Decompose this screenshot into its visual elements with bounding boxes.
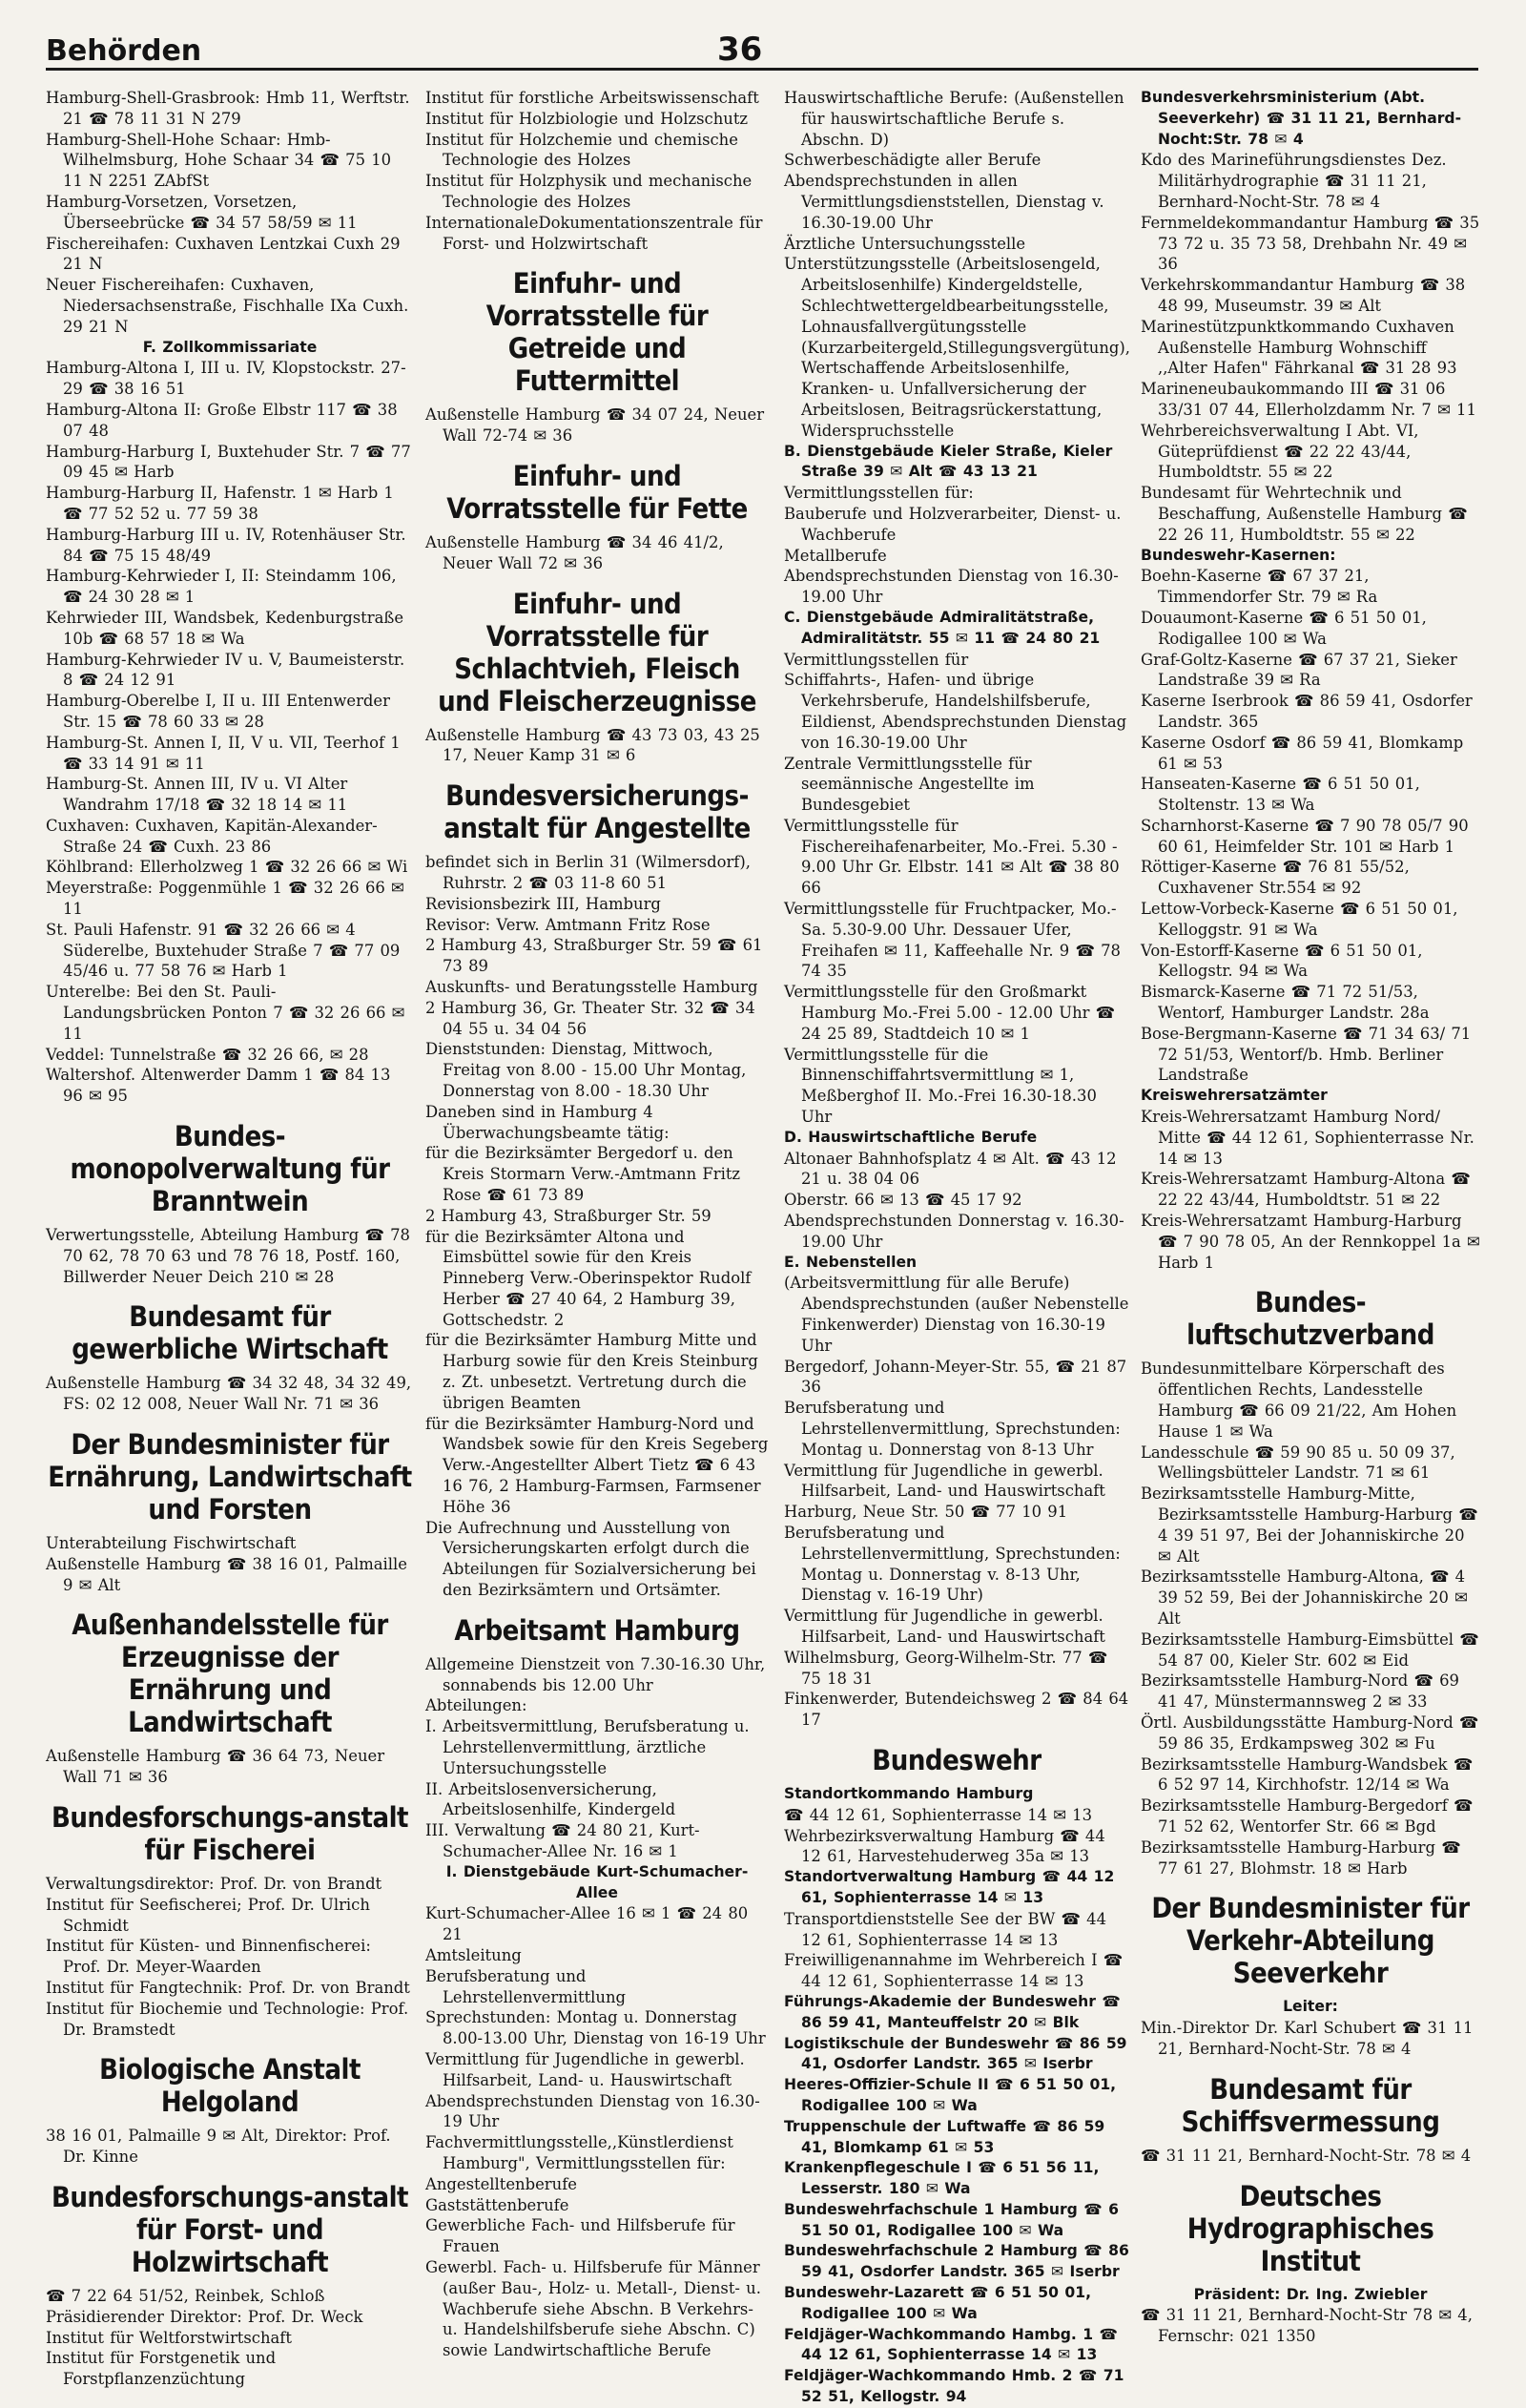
directory-entry: Bezirksamtsstelle Hamburg-Altona, ☎ 4 39 52 59, Bei der Johanniskirche 20 ✉ Alt <box>1141 1567 1468 1628</box>
directory-entry: Freiwilligenannahme im Wehrbereich I ☎ 44 12 61, Sophienterrasse 14 ✉ 13 <box>784 1951 1124 1991</box>
directory-entry: Gewerbl. Fach- u. Hilfsberufe für Männer (außer Bau-, Holz- u. Metall-, Dienst- u. Wachberufe siehe Abschn. B Verkehrs- u. Handelshilfsberufe siehe Abschn. C) sowie Landwirtschaftliche Berufe <box>425 2257 761 2360</box>
directory-entry: Bose-Bergmann-Kaserne ☎ 71 34 63/ 71 72 51/53, Wentorf/b. Hmb. Berliner Landstraße <box>1141 1024 1472 1085</box>
directory-entry: Kreis-Wehrersatzamt Hamburg Nord/ Mitte ☎ 44 12 61, Sophienterrasse Nr. 14 ✉ 13 <box>1141 1108 1474 1168</box>
directory-entry-title: Krankenpflegeschule I ☎ 6 51 56 11, Lesserstr. 180 ✉ Wa <box>784 2159 1100 2198</box>
directory-entry: Wehrbezirksverwaltung Hamburg ☎ 44 12 61, Harvestehuderweg 35a ✉ 13 <box>784 1826 1105 1866</box>
directory-entry: Bundesamt für Wehrtechnik und Beschaffung, Außenstelle Hamburg ☎ 22 26 11, Humboldtstr. 55 ✉ 22 <box>1141 484 1468 544</box>
directory-entry: Fischereihafen: Cuxhaven Lentzkai Cuxh 29 21 N <box>46 234 401 274</box>
directory-entry: Kdo des Marineführungsdienstes Dez. Militärhydrographie ☎ 31 11 21, Bernhard-Nocht-Str. 78 ✉ 4 <box>1141 151 1447 211</box>
directory-entry: Graf-Goltz-Kaserne ☎ 67 37 21, Sieker Landstraße 39 ✉ Ra <box>1141 650 1457 690</box>
directory-entry: ☎ 31 11 21, Bernhard-Nocht-Str 78 ✉ 4, Fernschr: 021 1350 <box>1141 2306 1473 2346</box>
directory-entry: ☎ 31 11 21, Bernhard-Nocht-Str. 78 ✉ 4 <box>1141 2146 1472 2165</box>
directory-entry: Kaserne Osdorf ☎ 86 59 41, Blomkamp 61 ✉ 53 <box>1141 733 1464 773</box>
directory-entry: befindet sich in Berlin 31 (Wilmersdorf), Ruhrstr. 2 ☎ 03 11-8 60 51 <box>425 853 751 892</box>
directory-entry-title: Bundesverkehrsministerium (Abt. Seeverkehr) ☎ 31 11 21, Bernhard-Nocht:Str. 78 ✉ 4 <box>1141 89 1462 148</box>
directory-entry: Vermittlungsstellen für <box>784 650 969 669</box>
directory-entry-title: Standortkommando Hamburg <box>784 1784 1034 1802</box>
directory-entry: Lettow-Vorbeck-Kaserne ☎ 6 51 50 01, Kelloggstr. 91 ✉ Wa <box>1141 900 1458 939</box>
directory-entry: InternationaleDokumentationszentrale für Forst- und Holzwirtschaft <box>425 213 763 253</box>
directory-entry: Douaumont-Kaserne ☎ 6 51 50 01, Rodigallee 100 ✉ Wa <box>1141 608 1427 648</box>
directory-entry-title: Logistikschule der Bundeswehr ☎ 86 59 41, Osdorfer Landstr. 365 ✉ Iserbr <box>784 2034 1127 2073</box>
directory-entry: Daneben sind in Hamburg 4 Überwachungsbeamte tätig: <box>425 1102 670 1142</box>
section-heading: Einfuhr- und Vorratsstelle für Fette <box>446 459 748 525</box>
directory-entry: Bezirksamtsstelle Hamburg-Harburg ☎ 77 61 27, Blohmstr. 18 ✉ Harb <box>1141 1837 1461 1878</box>
directory-entry: Harburg, Neue Str. 50 ☎ 77 10 91 <box>784 1503 1068 1522</box>
directory-entry: Oberstr. 66 ✉ 13 ☎ 45 17 92 <box>784 1191 1022 1210</box>
section-heading: Bundes-luftschutzverband <box>1186 1286 1434 1352</box>
directory-entry: Berufsberatung und Lehrstellenvermittlung <box>425 1966 627 2006</box>
directory-entry: für die Bezirksämter Hamburg Mitte und Harburg sowie für den Kreis Steinburg z. Zt. unbesetzt. Vertretung durch die übrigen Beamten <box>425 1331 758 1412</box>
subheading: F. Zollkommissariate <box>142 338 318 356</box>
directory-entry: Marinestützpunktkommando Cuxhaven Außenstelle Hamburg Wohnschiff ,,Alter Hafen" Fährkanal ☎ 31 28 93 <box>1141 317 1457 378</box>
directory-entry-title: Bundeswehrfachschule 2 Hamburg ☎ 86 59 41, Osdorfer Landstr. 365 ✉ Iserbr <box>784 2242 1129 2281</box>
section-heading: Bundesamt für gewerbliche Wirtschaft <box>72 1300 388 1366</box>
directory-entry: Veddel: Tunnelstraße ☎ 32 26 66, ✉ 28 <box>46 1045 369 1064</box>
directory-entry: Cuxhaven: Cuxhaven, Kapitän-Alexander-Straße 24 ☎ Cuxh. 23 86 <box>46 816 378 856</box>
directory-entry: Fachvermittlungsstelle,,Künstlerdienst Hamburg", Vermittlungsstellen für: <box>425 2133 733 2172</box>
subheading: Leiter: <box>1283 1998 1338 2016</box>
directory-entry: Institut für Biochemie und Technologie: Prof. Dr. Bramstedt <box>46 1999 409 2039</box>
directory-entry: Hamburg-Shell-Hohe Schaar: Hmb-Wilhelmsburg, Hohe Schaar 34 ☎ 75 10 11 N 2251 ZAbfSt <box>46 130 392 191</box>
directory-entry: Institut für Holzchemie und chemische Technologie des Holzes <box>425 130 738 170</box>
directory-entry: Außenstelle Hamburg ☎ 43 73 03, 43 25 17, Neuer Kamp 31 ✉ 6 <box>425 725 760 765</box>
directory-entry: Wehrbereichsverwaltung I Abt. VI, Güteprüfdienst ☎ 22 22 43/44, Humboldtstr. 55 ✉ 22 <box>1141 421 1419 482</box>
directory-entry: Allgemeine Dienstzeit von 7.30-16.30 Uhr, sonnabends bis 12.00 Uhr <box>425 1654 766 1694</box>
directory-entry: Vermittlungsstelle für die Binnenschiffahrtsvermittlung ✉ 1, Meßberghof II. Mo.-Frei 16.30-18.30 Uhr <box>784 1045 1097 1127</box>
subheading: Präsident: Dr. Ing. Zwiebler <box>1193 2285 1428 2303</box>
directory-entry-title: Bundeswehr-Kasernen: <box>1141 546 1336 564</box>
section-title: Behörden <box>46 34 202 68</box>
directory-entry: Unterstützungsstelle (Arbeitslosengeld, Arbeitslosenhilfe) Kindergeldstelle, Schlechtwettergeldbearbeitungsstelle, Lohnausfallvergütungsstelle (Kurzarbeitergeld,Stillegungsvergütung), Wertschaffende Arbeitslosenhilfe, Kranken- u. Unfallversicherung der Arbeitslosen, Beitragsrückerstattung, Widerspruchsstelle <box>784 255 1130 440</box>
directory-entry: Hamburg-Oberelbe I, II u. III Entenwerder Str. 15 ☎ 78 60 33 ✉ 28 <box>46 692 390 731</box>
directory-entry: Wilhelmsburg, Georg-Wilhelm-Str. 77 ☎ 75 18 31 <box>784 1648 1108 1688</box>
directory-entry: Institut für Weltforstwirtschaft <box>46 2328 292 2347</box>
directory-entry: ☎ 7 22 64 51/52, Reinbek, Schloß <box>46 2286 325 2305</box>
directory-entry: Ärztliche Untersuchungsstelle <box>784 234 1026 253</box>
directory-entry-title: D. Hauswirtschaftliche Berufe <box>784 1128 1038 1146</box>
page-header <box>46 21 1478 71</box>
directory-entry: Vermittlung für Jugendliche in gewerbl. Hilfsarbeit, Land- und Hauswirtschaft <box>784 1607 1105 1646</box>
directory-entry: Gewerbliche Fach- und Hilfsberufe für Frauen <box>425 2216 735 2256</box>
directory-entry: Schwerbeschädigte aller Berufe <box>784 151 1041 170</box>
directory-entry: Unterabteilung Fischwirtschaft <box>46 1534 297 1553</box>
directory-entry-title: Bundeswehr-Lazarett ☎ 6 51 50 01, Rodigallee 100 ✉ Wa <box>784 2284 1092 2322</box>
directory-entry: Außenstelle Hamburg ☎ 34 46 41/2, Neuer Wall 72 ✉ 36 <box>425 532 724 572</box>
directory-entry: Bezirksamtsstelle Hamburg-Mitte, Bezirksamtsstelle Hamburg-Harburg ☎ 4 39 51 97, Bei der Johanniskirche 20 ✉ Alt <box>1141 1484 1478 1566</box>
directory-entry: Außenstelle Hamburg ☎ 38 16 01, Palmaille 9 ✉ Alt <box>46 1554 407 1594</box>
directory-entry: 38 16 01, Palmaille 9 ✉ Alt, Direktor: Prof. Dr. Kinne <box>46 2127 391 2167</box>
directory-entry-title: Feldjäger-Wachkommando Hmb. 2 ☎ 71 52 51, Kellogstr. 94 <box>784 2367 1124 2406</box>
directory-entry: Altonaer Bahnhofsplatz 4 ✉ Alt. ☎ 43 12 21 u. 38 04 06 <box>784 1149 1117 1189</box>
directory-entry: Kreis-Wehrersatzamt Hamburg-Harburg ☎ 7 90 78 05, An der Rennkoppel 1a ✉ Harb 1 <box>1141 1212 1480 1272</box>
section-heading: Bundesforschungs-anstalt für Fischerei <box>51 1801 409 1867</box>
section-heading: Bundesforschungs-anstalt für Forst- und Holzwirtschaft <box>51 2180 409 2278</box>
section-heading: Bundesversicherungs-anstalt für Angestellte <box>443 779 751 845</box>
directory-entry: (Arbeitsvermittlung für alle Berufe) Abendsprechstunden (außer Nebenstelle Finkenwerder) Dienstag von 16.30-19 Uhr <box>784 1274 1129 1355</box>
directory-entry: Vermittlung für Jugendliche in gewerbl. Hilfsarbeit, Land- und Hauswirtschaft <box>784 1461 1105 1501</box>
directory-entry: Unterelbe: Bei den St. Pauli-Landungsbrücken Ponton 7 ☎ 32 26 66 ✉ 11 <box>46 983 405 1043</box>
directory-entry: Dienststunden: Dienstag, Mittwoch, Freitag von 8.00 - 15.00 Uhr Montag, Donnerstag von 8.00 - 18.30 Uhr <box>425 1040 747 1100</box>
directory-entry: Revisionsbezirk III, Hamburg <box>425 894 661 913</box>
subheading: I. Dienstgebäude Kurt-Schumacher-Allee <box>445 1862 749 1901</box>
directory-entry: Hauswirtschaftliche Berufe: (Außenstellen für hauswirtschaftliche Berufe s. Abschn. D) <box>784 89 1124 149</box>
directory-entry: 2 Hamburg 43, Straßburger Str. 59 ☎ 61 73 89 <box>425 936 763 976</box>
directory-entry: Bezirksamtsstelle Hamburg-Wandsbek ☎ 6 52 97 14, Kirchhofstr. 12/14 ✉ Wa <box>1141 1754 1474 1795</box>
column-1 <box>46 88 414 2390</box>
directory-entry: für die Bezirksämter Hamburg-Nord und Wandsbek sowie für den Kreis Segeberg Verw.-Angestellter Albert Tietz ☎ 6 43 16 76, 2 Hamburg-Farmsen, Farmsener Höhe 36 <box>425 1414 769 1516</box>
section-heading: Bundeswehr <box>872 1743 1041 1776</box>
section-heading: Der Bundesminister für Ernährung, Landwirtschaft und Forsten <box>48 1428 412 1526</box>
directory-entry: Außenstelle Hamburg ☎ 34 07 24, Neuer Wall 72-74 ✉ 36 <box>425 405 765 446</box>
directory-entry: I. Arbeitsvermittlung, Berufsberatung u. Lehrstellenvermittlung, ärztliche Untersuchungsstelle <box>425 1717 750 1777</box>
directory-entry: Institut für forstliche Arbeitswissenschaft <box>425 89 759 107</box>
directory-entry: Hanseaten-Kaserne ☎ 6 51 50 01, Stoltenstr. 13 ✉ Wa <box>1141 775 1420 815</box>
directory-entry: Röttiger-Kaserne ☎ 76 81 55/52, Cuxhavener Str.554 ✉ 92 <box>1141 858 1410 898</box>
directory-entry: Institut für Holzbiologie und Holzschutz <box>425 109 749 128</box>
directory-entry: 2 Hamburg 43, Straßburger Str. 59 <box>425 1206 711 1225</box>
directory-entry: Meyerstraße: Poggenmühle 1 ☎ 32 26 66 ✉ 11 <box>46 879 404 919</box>
directory-entry-title: Heeres-Offizier-Schule II ☎ 6 51 50 01, Rodigallee 100 ✉ Wa <box>784 2076 1117 2114</box>
directory-entry-title: Kreiswehrersatzämter <box>1141 1087 1328 1105</box>
section-heading: Biologische Anstalt Helgoland <box>99 2053 361 2119</box>
directory-entry: für die Bezirksämter Bergedorf u. den Kreis Stormarn Verw.-Amtmann Fritz Rose ☎ 61 73 89 <box>425 1144 741 1204</box>
directory-entry: St. Pauli Hafenstr. 91 ☎ 32 26 66 ✉ 4 Süderelbe, Buxtehuder Straße 7 ☎ 77 09 45/46 u. 77 58 76 ✉ Harb 1 <box>46 920 401 981</box>
directory-entry-title: Führungs-Akademie der Bundeswehr ☎ 86 59 41, Manteuffelstr 20 ✉ Blk <box>784 1992 1121 2031</box>
directory-entry: Köhlbrand: Ellerholzweg 1 ☎ 32 26 66 ✉ Wi <box>46 858 408 877</box>
directory-entry: Verkehrskommandantur Hamburg ☎ 38 48 99, Museumstr. 39 ✉ Alt <box>1141 276 1466 315</box>
directory-entry: Hamburg-St. Annen III, IV u. VI Alter Wandrahm 17/18 ☎ 32 18 14 ✉ 11 <box>46 775 348 815</box>
directory-entry-title: E. Nebenstellen <box>784 1253 918 1271</box>
directory-entry: Bezirksamtsstelle Hamburg-Bergedorf ☎ 71 52 62, Wentorfer Str. 66 ✉ Bgd <box>1141 1796 1474 1836</box>
directory-entry: Bauberufe und Holzverarbeiter, Dienst- u. Wachberufe <box>784 504 1122 544</box>
page-number: 36 <box>717 31 763 69</box>
directory-entry: Bezirksamtsstelle Hamburg-Nord ☎ 69 41 47, Münstermannsweg 2 ✉ 33 <box>1141 1671 1459 1712</box>
directory-entry: Abendsprechstunden Dienstag von 16.30-19 Uhr <box>425 2091 760 2131</box>
directory-entry: Schiffahrts-, Hafen- und übrige Verkehrsberufe, Handelshilfsberufe, Eildienst, Abendsprechstunden Dienstag von 16.30-19.00 Uhr <box>784 671 1127 752</box>
section-heading: Außenhandelsstelle für Erzeugnisse der Ernährung und Landwirtschaft <box>72 1609 388 1739</box>
directory-entry-title: C. Dienstgebäude Admiralitätstraße, Admiralitätstr. 55 ✉ 11 ☎ 24 80 21 <box>784 608 1101 647</box>
directory-entry: Von-Estorff-Kaserne ☎ 6 51 50 01, Kellogstr. 94 ✉ Wa <box>1141 941 1423 981</box>
directory-entry: für die Bezirksämter Altona und Eimsbüttel sowie für den Kreis Pinneberg Verw.-Oberinspektor Rudolf Herber ☎ 27 40 64, 2 Hamburg 39, Gottschedstr. 2 <box>425 1227 752 1329</box>
directory-entry: Außenstelle Hamburg ☎ 36 64 73, Neuer Wall 71 ✉ 36 <box>46 1747 385 1787</box>
directory-entry: Abteilungen: <box>425 1696 527 1715</box>
directory-entry: Amtsleitung <box>425 1946 522 1964</box>
section-heading: Arbeitsamt Hamburg <box>454 1613 740 1647</box>
directory-entry: Abendsprechstunden in allen Vermittlungsdienststellen, Dienstag v. 16.30-19.00 Uhr <box>784 172 1104 232</box>
directory-entry: Kurt-Schumacher-Allee 16 ✉ 1 ☎ 24 80 21 <box>425 1904 749 1944</box>
section-heading: Einfuhr- und Vorratsstelle für Schlachtvieh, Fleisch und Fleischerzeugnisse <box>438 587 756 717</box>
directory-entry: Bezirksamtsstelle Hamburg-Eimsbüttel ☎ 54 87 00, Kieler Str. 602 ✉ Eid <box>1141 1630 1479 1670</box>
directory-entry: Hamburg-Shell-Grasbrook: Hmb 11, Werftstr. 21 ☎ 78 11 31 N 279 <box>46 89 410 128</box>
section-heading: Der Bundesminister für Verkehr-Abteilung Seeverkehr <box>1151 1892 1470 1990</box>
directory-entry: Außenstelle Hamburg ☎ 34 32 48, 34 32 49, FS: 02 12 008, Neuer Wall Nr. 71 ✉ 36 <box>46 1374 412 1414</box>
directory-entry: Hamburg-Kehrwieder I, II: Steindamm 106, ☎ 24 30 28 ✉ 1 <box>46 567 397 607</box>
directory-entry: III. Verwaltung ☎ 24 80 21, Kurt-Schumacher-Allee Nr. 16 ✉ 1 <box>425 1821 700 1861</box>
directory-entry: 2 Hamburg 36, Gr. Theater Str. 32 ☎ 34 04 55 u. 34 04 56 <box>425 998 755 1038</box>
directory-entry: Marineneubaukommando III ☎ 31 06 33/31 07 44, Ellerholzdamm Nr. 7 ✉ 11 <box>1141 380 1476 419</box>
directory-entry: Hamburg-Altona I, III u. IV, Klopstockstr. 27-29 ☎ 38 16 51 <box>46 359 406 399</box>
section-heading: Bundesamt für Schiffsvermessung <box>1181 2072 1440 2138</box>
directory-entry: Sprechstunden: Montag u. Donnerstag 8.00-13.00 Uhr, Dienstag von 16-19 Uhr <box>425 2008 766 2048</box>
section-heading: Deutsches Hydrographisches Institut <box>1186 2179 1434 2277</box>
directory-entry: Vermittlungsstelle für Fischereihafenarbeiter, Mo.-Frei. 5.30 - 9.00 Uhr Gr. Elbstr. 141 ✉ Alt ☎ 38 80 66 <box>784 816 1120 898</box>
directory-entry-title: Standortverwaltung Hamburg ☎ 44 12 61, Sophienterrasse 14 ✉ 13 <box>784 1868 1115 1906</box>
directory-entry: Verwertungsstelle, Abteilung Hamburg ☎ 78 70 62, 78 70 63 und 78 76 18, Postf. 160, Billwerder Neuer Deich 210 ✉ 28 <box>46 1226 410 1286</box>
directory-entry: Hamburg-Altona II: Große Elbstr 117 ☎ 38 07 48 <box>46 400 398 440</box>
directory-entry: Institut für Seefischerei; Prof. Dr. Ulrich Schmidt <box>46 1895 370 1935</box>
directory-entry: Revisor: Verw. Amtmann Fritz Rose <box>425 915 711 934</box>
directory-entry: Institut für Forstgenetik und Forstpflanzenzüchtung <box>46 2349 277 2389</box>
directory-entry: Bismarck-Kaserne ☎ 71 72 51/53, Wentorf, Hamburger Landstr. 28a <box>1141 983 1430 1023</box>
directory-entry: Gaststättenberufe <box>425 2195 569 2214</box>
directory-entry: Vermittlungsstellen für: <box>784 484 974 503</box>
directory-entry: Finkenwerder, Butendeichsweg 2 ☎ 84 64 17 <box>784 1690 1129 1730</box>
directory-entry: Zentrale Vermittlungsstelle für seemännische Angestellte im Bundesgebiet <box>784 754 1035 815</box>
directory-entry: Landesschule ☎ 59 90 85 u. 50 09 37, Wellingsbütteler Landstr. 71 ✉ 61 <box>1141 1443 1455 1483</box>
directory-entry: Hamburg-Harburg I, Buxtehuder Str. 7 ☎ 77 09 45 ✉ Harb <box>46 442 411 482</box>
directory-entry: Waltershof. Altenwerder Damm 1 ☎ 84 13 96 ✉ 95 <box>46 1066 391 1106</box>
directory-entry: Neuer Fischereihafen: Cuxhaven, Niedersachsenstraße, Fischhalle IXa Cuxh. 29 21 N <box>46 276 409 336</box>
directory-entry: Kehrwieder III, Wandsbek, Kedenburgstraße 10b ☎ 68 57 18 ✉ Wa <box>46 608 404 648</box>
directory-entry: Hamburg-Vorsetzen, Vorsetzen, Überseebrücke ☎ 34 57 58/59 ✉ 11 <box>46 192 358 232</box>
directory-entry: Abendsprechstunden Dienstag von 16.30-19.00 Uhr <box>784 567 1119 607</box>
directory-entry: Fernmeldekommandantur Hamburg ☎ 35 73 72 u. 35 73 58, Drehbahn Nr. 49 ✉ 36 <box>1141 213 1480 274</box>
directory-entry: Boehn-Kaserne ☎ 67 37 21, Timmendorfer Str. 79 ✉ Ra <box>1141 567 1378 607</box>
directory-entry: Hamburg-St. Annen I, II, V u. VII, Teerhof 1 ☎ 33 14 91 ✉ 11 <box>46 733 401 773</box>
directory-entry: Berufsberatung und Lehrstellenvermittlung, Sprechstunden: Montag u. Donnerstag v. 8-13 Uhr, Dienstag v. 16-19 Uhr) <box>784 1523 1121 1605</box>
directory-entry: Örtl. Ausbildungsstätte Hamburg-Nord ☎ 59 86 35, Erdkampsweg 302 ✉ Fu <box>1141 1713 1479 1753</box>
directory-entry: Kreis-Wehrersatzamt Hamburg-Altona ☎ 22 22 43/44, Humboldtstr. 51 ✉ 22 <box>1141 1170 1471 1210</box>
directory-entry: Institut für Fangtechnik: Prof. Dr. von Brandt <box>46 1979 410 1997</box>
directory-entry-title: B. Dienstgebäude Kieler Straße, Kieler Straße 39 ✉ Alt ☎ 43 13 21 <box>784 442 1113 481</box>
directory-entry: Angestelltenberufe <box>425 2174 577 2193</box>
directory-entry: Vermittlungsstelle für den Großmarkt Hamburg Mo.-Frei 5.00 - 12.00 Uhr ☎ 24 25 89, Stadtdeich 10 ✉ 1 <box>784 983 1116 1043</box>
directory-entry: Hamburg-Harburg III u. IV, Rotenhäuser Str. 84 ☎ 75 15 48/49 <box>46 525 406 565</box>
column-3 <box>784 88 1129 2408</box>
directory-entry: Abendsprechstunden Donnerstag v. 16.30-19.00 Uhr <box>784 1212 1124 1251</box>
directory-entry-title: Truppenschule der Luftwaffe ☎ 86 59 41, Blomkamp 61 ✉ 53 <box>784 2117 1105 2156</box>
directory-entry: Bergedorf, Johann-Meyer-Str. 55, ☎ 21 87 36 <box>784 1357 1127 1397</box>
directory-entry: Transportdienststelle See der BW ☎ 44 12 61, Sophienterrasse 14 ✉ 13 <box>784 1909 1107 1949</box>
section-heading: Bundes-monopolverwaltung für Branntwein <box>70 1120 390 1218</box>
directory-entry: Institut für Küsten- und Binnenfischerei: Prof. Dr. Meyer-Waarden <box>46 1937 371 1977</box>
directory-entry: ☎ 44 12 61, Sophienterrasse 14 ✉ 13 <box>784 1805 1093 1824</box>
directory-entry: Auskunfts- und Beratungsstelle Hamburg <box>425 977 758 996</box>
directory-entry: Scharnhorst-Kaserne ☎ 7 90 78 05/7 90 60 61, Heimfelder Str. 101 ✉ Harb 1 <box>1141 816 1469 856</box>
directory-entry: Hamburg-Kehrwieder IV u. V, Baumeisterstr. 8 ☎ 24 12 91 <box>46 650 405 690</box>
directory-entry: Vermittlung für Jugendliche in gewerbl. Hilfsarbeit, Land- u. Hauswirtschaft <box>425 2049 745 2089</box>
directory-entry-title: Feldjäger-Wachkommando Hambg. 1 ☎ 44 12 61, Sophienterrasse 14 ✉ 13 <box>784 2325 1118 2364</box>
directory-entry: Die Aufrechnung und Ausstellung von Versicherungskarten erfolgt durch die Abteilungen für Sozialversicherung bei den Bezirksämtern und Ortsämter. <box>425 1518 756 1600</box>
directory-entry: Kaserne Iserbrook ☎ 86 59 41, Osdorfer Landstr. 365 <box>1141 692 1473 731</box>
column-4 <box>1141 88 1480 2347</box>
directory-entry: Vermittlungsstelle für Fruchtpacker, Mo.-Sa. 5.30-9.00 Uhr. Dessauer Ufer, Freihafen ✉ 11, Kaffeehalle Nr. 9 ☎ 78 74 35 <box>784 900 1121 981</box>
directory-entry: Verwaltungsdirektor: Prof. Dr. von Brandt <box>46 1875 382 1894</box>
directory-entry-title: Bundeswehrfachschule 1 Hamburg ☎ 6 51 50 01, Rodigallee 100 ✉ Wa <box>784 2200 1119 2239</box>
directory-entry: Metallberufe <box>784 546 887 565</box>
directory-entry: II. Arbeitslosenversicherung, Arbeitslosenhilfe, Kindergeld <box>425 1779 676 1819</box>
section-heading: Einfuhr- und Vorratsstelle für Getreide und Futtermittel <box>485 267 709 398</box>
directory-entry: Institut für Holzphysik und mechanische Technologie des Holzes <box>425 172 753 211</box>
directory-entry: Hamburg-Harburg II, Hafenstr. 1 ✉ Harb 1 ☎ 77 52 52 u. 77 59 38 <box>46 484 394 523</box>
column-2 <box>425 88 769 2361</box>
directory-entry: Min.-Direktor Dr. Karl Schubert ☎ 31 11 21, Bernhard-Nocht-Str. 78 ✉ 4 <box>1141 2019 1474 2058</box>
directory-entry: Berufsberatung und Lehrstellenvermittlung, Sprechstunden: Montag u. Donnerstag von 8-13 Uhr <box>784 1399 1121 1459</box>
directory-entry: Präsidierender Direktor: Prof. Dr. Weck <box>46 2307 363 2326</box>
directory-entry: Bundesunmittelbare Körperschaft des öffentlichen Rechts, Landesstelle Hamburg ☎ 66 09 21/22, Am Hohen Hause 1 ✉ Wa <box>1141 1360 1457 1441</box>
